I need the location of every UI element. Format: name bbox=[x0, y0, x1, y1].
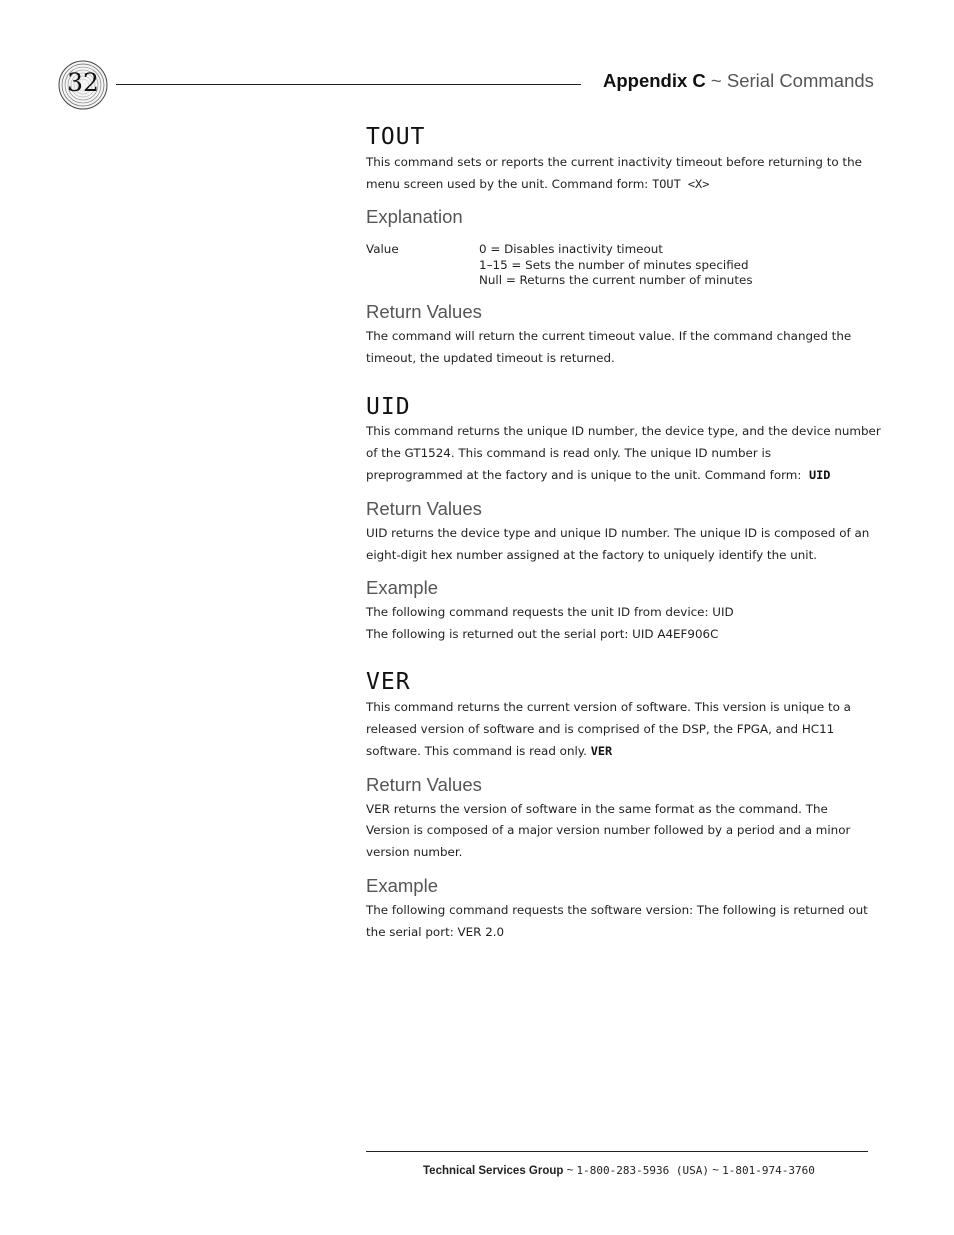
ver-intro-text: software. This command is read only. bbox=[366, 744, 587, 758]
footer-separator: ~ bbox=[712, 1165, 719, 1177]
ver-example-line2: the serial port: VER 2.0 bbox=[366, 925, 505, 939]
tout-return-line1: The command will return the current timeout value. If the command changed the bbox=[366, 329, 852, 343]
ver-return-line3: version number. bbox=[366, 845, 463, 859]
header-rule bbox=[116, 84, 581, 85]
ver-return-line2: Version is composed of a major version number followed by a period and a minor bbox=[366, 823, 851, 837]
tout-intro-text: menu screen used by the unit. Command form: bbox=[366, 177, 653, 191]
header-section: Appendix C bbox=[603, 70, 706, 91]
tout-heading: TOUT bbox=[366, 124, 426, 150]
uid-heading: UID bbox=[366, 394, 411, 420]
ver-example-line1: The following command requests the software version: The following is returned out bbox=[366, 903, 868, 917]
uid-example-line1: The following command requests the unit ID from device: UID bbox=[366, 605, 734, 619]
uid-command-form: UID bbox=[808, 468, 831, 482]
tout-def-term: Value bbox=[366, 242, 399, 256]
ver-command-form: VER bbox=[590, 744, 613, 758]
ver-intro-line1: This command returns the current version of software. This version is unique to a bbox=[366, 700, 851, 714]
footer-phone-intl: 1-801-974-3760 bbox=[722, 1164, 815, 1177]
footer-org: Technical Services Group bbox=[423, 1165, 564, 1177]
uid-example-heading: Example bbox=[366, 577, 438, 598]
ver-return-line1: VER returns the version of software in the same format as the command. The bbox=[366, 802, 828, 816]
header-title bbox=[603, 70, 874, 92]
uid-return-heading: Return Values bbox=[366, 498, 482, 519]
uid-intro-line1: This command returns the unique ID number, the device type, and the device number bbox=[366, 424, 881, 438]
ver-heading: VER bbox=[366, 669, 411, 695]
tout-return-heading: Return Values bbox=[366, 301, 482, 322]
footer bbox=[423, 1164, 815, 1177]
tout-def-value: Null = Returns the current number of minutes bbox=[479, 273, 753, 287]
uid-intro-line2: of the GT1524. This command is read only. The unique ID number is bbox=[366, 446, 772, 460]
uid-intro-line3 bbox=[366, 464, 830, 486]
tout-def-values bbox=[479, 242, 753, 289]
footer-phone-usa: 1-800-283-5936 (USA) bbox=[576, 1164, 709, 1177]
uid-intro-text: preprogrammed at the factory and is unique to the unit. Command form: bbox=[366, 468, 802, 482]
tout-intro-line2 bbox=[366, 173, 709, 195]
tout-def-value: 1–15 = Sets the number of minutes specified bbox=[479, 257, 749, 272]
ver-intro-line3 bbox=[366, 740, 612, 762]
tout-return-line2: timeout, the updated timeout is returned. bbox=[366, 351, 615, 365]
footer-separator: ~ bbox=[566, 1165, 574, 1177]
ver-intro-line2: released version of software and is comprised of the DSP, the FPGA, and HC11 bbox=[366, 722, 835, 736]
page-number-badge bbox=[58, 60, 108, 110]
tout-intro-line1: This command sets or reports the current inactivity timeout before returning to the bbox=[366, 155, 862, 169]
ver-example-heading: Example bbox=[366, 875, 438, 896]
uid-return-line2: eight-digit hex number assigned at the factory to uniquely identify the unit. bbox=[366, 548, 818, 562]
tout-explanation-heading: Explanation bbox=[366, 206, 463, 227]
uid-example-line2: The following is returned out the serial port: UID A4EF906C bbox=[366, 627, 719, 641]
footer-rule bbox=[366, 1151, 868, 1152]
header-chapter-title: Serial Commands bbox=[726, 70, 874, 91]
header-separator: ~ bbox=[710, 70, 722, 91]
uid-return-line1: UID returns the device type and unique ID number. The unique ID is composed of an bbox=[366, 526, 870, 540]
tout-command-form: TOUT <X> bbox=[652, 177, 710, 191]
ver-return-heading: Return Values bbox=[366, 774, 482, 795]
page-number: 32 bbox=[67, 68, 99, 97]
tout-def-value: 0 = Disables inactivity timeout bbox=[479, 242, 663, 256]
